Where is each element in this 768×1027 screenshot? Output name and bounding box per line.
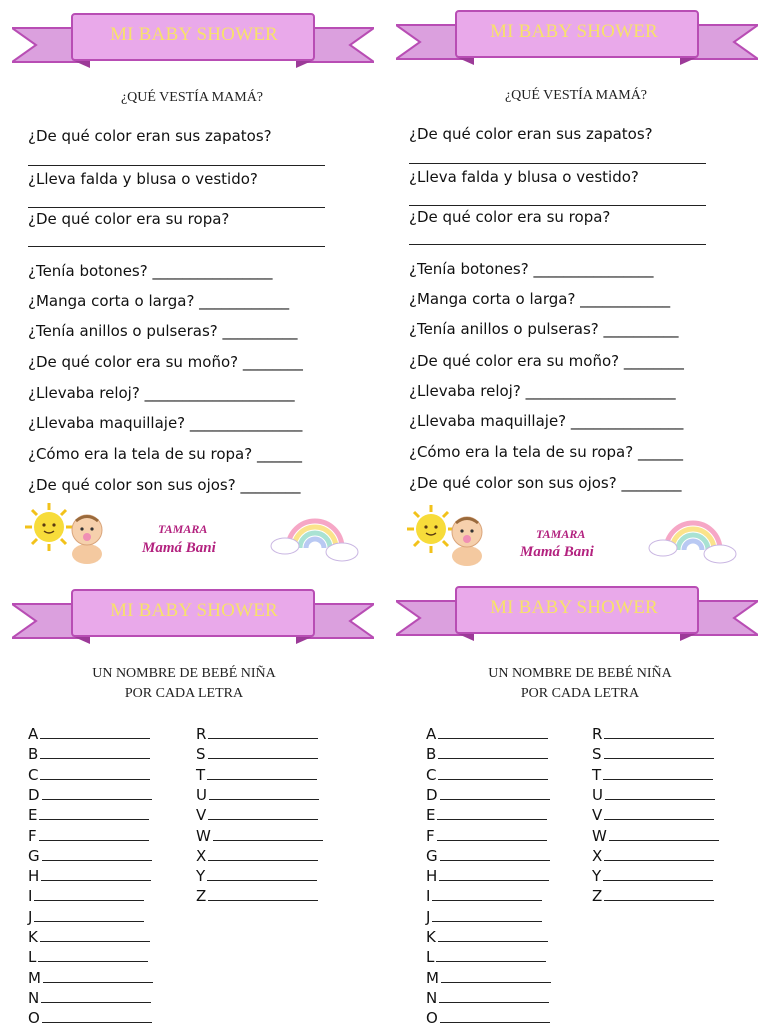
name-answer-line: [34, 888, 144, 901]
letter-label: W: [592, 826, 607, 845]
question-7: ¿De qué color era su moño? ________: [409, 352, 684, 370]
letter-label: O: [28, 1009, 40, 1027]
name-answer-line: [604, 726, 714, 739]
card-what-mom-wore-right: [384, 0, 768, 560]
name-answer-line: [42, 848, 152, 861]
letter-row-d: [426, 786, 550, 804]
letter-label: A: [28, 725, 39, 743]
question-6: ¿Tenía anillos o pulseras? __________: [409, 320, 679, 338]
letter-row-c: [426, 766, 548, 784]
signature-title: Mamá Bani: [142, 540, 216, 556]
banner-title: MI BABY SHOWER: [490, 21, 658, 42]
letter-row-i: [426, 887, 542, 905]
question-4: ¿Tenía botones? ________________: [28, 262, 273, 280]
letter-label: H: [28, 867, 40, 886]
question-3: ¿De qué color era su ropa?: [28, 210, 230, 228]
question-4: ¿Tenía botones? ________________: [409, 260, 654, 278]
letter-label: M: [28, 968, 41, 987]
name-answer-line: [437, 828, 547, 841]
answer-line: [409, 205, 706, 206]
answer-line: [409, 163, 706, 164]
letter-label: G: [28, 846, 40, 865]
letter-label: M: [426, 968, 439, 987]
letter-row-k: [426, 928, 548, 946]
letter-row-c: [28, 766, 150, 784]
letter-label: O: [426, 1009, 438, 1027]
rainbow-cloud-icon: [648, 510, 738, 566]
game-subtitle: ¿QUÉ VESTÍA MAMÁ?: [120, 90, 264, 105]
letter-label: Z: [592, 887, 603, 906]
question-10: ¿Cómo era la tela de su ropa? ______: [28, 445, 302, 463]
name-answer-line: [603, 868, 713, 881]
letter-row-l: [28, 948, 148, 966]
letter-label: E: [426, 806, 436, 825]
game-subtitle-line2: POR CADA LETRA: [124, 686, 244, 701]
name-answer-line: [437, 807, 547, 820]
name-answer-line: [34, 909, 144, 922]
letter-label: Z: [196, 887, 207, 906]
name-answer-line: [436, 949, 546, 962]
letter-label: I: [426, 887, 431, 906]
letter-label: V: [592, 806, 603, 825]
letter-label: L: [28, 948, 37, 967]
game-subtitle-line1: UN NOMBRE DE BEBÉ NIÑA: [488, 666, 672, 681]
letter-label: C: [426, 765, 437, 784]
letter-label: N: [426, 988, 438, 1007]
letter-row-n: [426, 989, 549, 1007]
letter-label: A: [426, 725, 437, 743]
letter-row-w: [592, 827, 719, 845]
letter-label: B: [28, 745, 39, 764]
letter-label: U: [196, 785, 207, 804]
letter-row-x: [592, 847, 714, 865]
letter-row-n: [28, 989, 151, 1007]
name-answer-line: [207, 868, 317, 881]
letter-row-s: [592, 745, 714, 763]
signature-title: Mamá Bani: [520, 544, 594, 560]
name-answer-line: [604, 888, 714, 901]
question-8: ¿Llevaba reloj? ____________________: [28, 384, 295, 402]
name-answer-line: [208, 726, 318, 739]
letter-label: K: [28, 928, 38, 946]
letter-row-z: [592, 887, 714, 905]
card-baby-names-right: [384, 576, 768, 1027]
name-answer-line: [38, 949, 148, 962]
letter-label: H: [426, 867, 438, 886]
letter-label: D: [28, 785, 40, 804]
name-answer-line: [42, 787, 152, 800]
name-answer-line: [39, 828, 149, 841]
banner-title: MI BABY SHOWER: [110, 24, 278, 45]
letter-label: I: [28, 887, 33, 906]
name-answer-line: [39, 807, 149, 820]
name-answer-line: [208, 888, 318, 901]
letter-row-d: [28, 786, 152, 804]
card-baby-names-left: [0, 576, 384, 1027]
letter-label: S: [592, 745, 602, 764]
name-answer-line: [40, 767, 150, 780]
letter-label: L: [426, 948, 435, 967]
name-answer-line: [604, 746, 714, 759]
letter-row-j: [28, 908, 144, 926]
question-2: ¿Lleva falda y blusa o vestido?: [28, 170, 258, 188]
name-answer-line: [41, 868, 151, 881]
letter-label: D: [426, 785, 438, 804]
letter-row-e: [426, 806, 547, 824]
letter-label: T: [196, 765, 206, 784]
question-10: ¿Cómo era la tela de su ropa? ______: [409, 443, 683, 461]
question-5: ¿Manga corta o larga? ____________: [28, 292, 290, 310]
name-answer-line: [440, 848, 550, 861]
name-answer-line: [604, 807, 714, 820]
letter-label: R: [592, 725, 603, 743]
banner-title: MI BABY SHOWER: [490, 597, 658, 618]
letter-label: W: [196, 826, 211, 845]
game-subtitle: ¿QUÉ VESTÍA MAMÁ?: [504, 88, 648, 103]
letter-row-e: [28, 806, 149, 824]
name-answer-line: [439, 990, 549, 1003]
letter-row-b: [426, 745, 548, 763]
question-11: ¿De qué color son sus ojos? ________: [409, 474, 682, 492]
letter-row-t: [196, 766, 317, 784]
letter-label: G: [426, 846, 438, 865]
letter-row-h: [28, 867, 151, 885]
question-11: ¿De qué color son sus ojos? ________: [28, 476, 301, 494]
letter-label: E: [28, 806, 38, 825]
question-9: ¿Llevaba maquillaje? _______________: [28, 414, 303, 432]
name-answer-line: [439, 868, 549, 881]
game-subtitle-line1: UN NOMBRE DE BEBÉ NIÑA: [92, 666, 276, 681]
question-3: ¿De qué color era su ropa?: [409, 208, 611, 226]
name-answer-line: [209, 787, 319, 800]
name-answer-line: [208, 746, 318, 759]
letter-row-j: [426, 908, 542, 926]
name-answer-line: [42, 1010, 152, 1023]
name-answer-line: [40, 746, 150, 759]
name-answer-line: [441, 970, 551, 983]
answer-line: [28, 165, 325, 166]
question-5: ¿Manga corta o larga? ____________: [409, 290, 671, 308]
letter-row-r: [196, 725, 318, 743]
letter-row-r: [592, 725, 714, 743]
letter-row-f: [28, 827, 149, 845]
letter-row-u: [196, 786, 319, 804]
baby-icon: [66, 510, 108, 566]
rainbow-cloud-icon: [270, 508, 360, 564]
letter-row-m: [426, 969, 551, 987]
name-answer-line: [207, 767, 317, 780]
letter-label: N: [28, 988, 40, 1007]
answer-line: [28, 207, 325, 208]
name-answer-line: [208, 807, 318, 820]
letter-row-a: [28, 725, 150, 743]
letter-row-f: [426, 827, 547, 845]
letter-label: U: [592, 785, 603, 804]
name-answer-line: [440, 1010, 550, 1023]
letter-label: T: [592, 765, 602, 784]
name-answer-line: [208, 848, 318, 861]
letter-row-l: [426, 948, 546, 966]
name-answer-line: [604, 848, 714, 861]
question-2: ¿Lleva falda y blusa o vestido?: [409, 168, 639, 186]
letter-label: F: [28, 826, 37, 845]
letter-row-y: [592, 867, 713, 885]
letter-label: X: [592, 846, 603, 865]
answer-line: [409, 244, 706, 245]
letter-row-t: [592, 766, 713, 784]
letter-row-m: [28, 969, 153, 987]
name-answer-line: [432, 888, 542, 901]
letter-row-g: [28, 847, 152, 865]
name-answer-line: [438, 746, 548, 759]
letter-row-z: [196, 887, 318, 905]
letter-row-v: [196, 806, 318, 824]
name-answer-line: [43, 970, 153, 983]
letter-row-a: [426, 725, 548, 743]
name-answer-line: [603, 767, 713, 780]
name-answer-line: [40, 929, 150, 942]
name-answer-line: [609, 828, 719, 841]
letter-label: X: [196, 846, 207, 865]
letter-label: J: [28, 907, 33, 926]
question-1: ¿De qué color eran sus zapatos?: [28, 127, 272, 145]
letter-label: Y: [592, 867, 602, 886]
question-8: ¿Llevaba reloj? ____________________: [409, 382, 676, 400]
question-1: ¿De qué color eran sus zapatos?: [409, 125, 653, 143]
letter-label: R: [196, 725, 207, 743]
letter-row-h: [426, 867, 549, 885]
signature-name: TAMARA: [158, 522, 208, 536]
baby-icon: [446, 512, 488, 568]
letter-label: F: [426, 826, 435, 845]
letter-row-x: [196, 847, 318, 865]
letter-row-b: [28, 745, 150, 763]
letter-label: J: [426, 907, 431, 926]
name-answer-line: [605, 787, 715, 800]
answer-line: [28, 246, 325, 247]
letter-label: B: [426, 745, 437, 764]
question-6: ¿Tenía anillos o pulseras? __________: [28, 322, 298, 340]
letter-row-k: [28, 928, 150, 946]
letter-row-v: [592, 806, 714, 824]
letter-label: S: [196, 745, 206, 764]
letter-label: Y: [196, 867, 206, 886]
name-answer-line: [438, 929, 548, 942]
letter-row-o: [28, 1009, 152, 1027]
name-answer-line: [40, 726, 150, 739]
letter-label: V: [196, 806, 207, 825]
question-9: ¿Llevaba maquillaje? _______________: [409, 412, 684, 430]
name-answer-line: [438, 726, 548, 739]
letter-row-i: [28, 887, 144, 905]
signature-name: TAMARA: [536, 527, 586, 541]
card-what-mom-wore-left: [0, 0, 384, 556]
game-subtitle-line2: POR CADA LETRA: [520, 686, 640, 701]
question-7: ¿De qué color era su moño? ________: [28, 353, 303, 371]
name-answer-line: [438, 767, 548, 780]
letter-row-o: [426, 1009, 550, 1027]
name-answer-line: [213, 828, 323, 841]
banner-title: MI BABY SHOWER: [110, 600, 278, 621]
name-answer-line: [41, 990, 151, 1003]
letter-label: C: [28, 765, 39, 784]
letter-row-u: [592, 786, 715, 804]
name-answer-line: [432, 909, 542, 922]
letter-row-g: [426, 847, 550, 865]
name-answer-line: [440, 787, 550, 800]
letter-row-s: [196, 745, 318, 763]
letter-label: K: [426, 928, 436, 946]
letter-row-w: [196, 827, 323, 845]
letter-row-y: [196, 867, 317, 885]
